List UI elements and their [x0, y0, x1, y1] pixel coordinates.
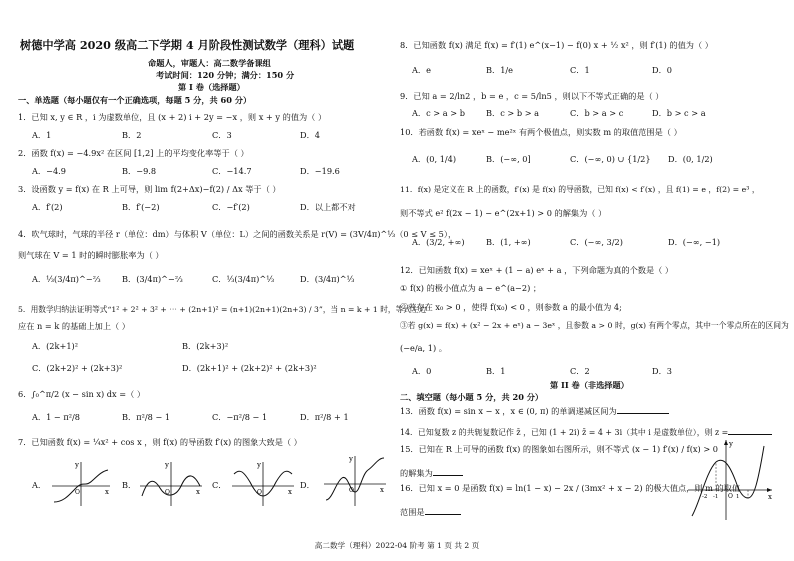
q3-stem: 3．设函数 y = f(x) 在 R 上可导，则 lim f(2+Δx)−f(2) / Δx 等于（ ） [18, 184, 281, 194]
q6-stem: 6．∫₀^π/2 (x − sin x) dx =（ ） [18, 389, 146, 399]
graph-tick-label: 1 [736, 494, 740, 500]
origin-label: O [349, 487, 354, 494]
q1-option-a: A．1 [32, 130, 52, 140]
q9-option-c: C．b > a > c [570, 108, 624, 118]
q2-option-a: A．−4.9 [32, 166, 66, 176]
page-title: 树德中学高 2020 级高二下学期 4 月阶段性测试数学（理科）试题 [20, 38, 355, 52]
axis-x-label: x [105, 488, 109, 496]
axis-y-label: y [165, 461, 169, 469]
q7-graph-b [138, 458, 204, 508]
q5-option-a: A．(2k+1)² [32, 341, 79, 351]
q1-option-d: D．4 [300, 130, 320, 140]
q2-option-b: B．−9.8 [122, 166, 157, 176]
q3-option-c: C．−f′(2) [212, 202, 250, 212]
axis-x-label: x [288, 488, 292, 496]
graph-tick-label: -1 [713, 494, 719, 500]
q11-option-b: B．(1, +∞) [486, 237, 531, 247]
q10-option-a: A．(0, 1/4) [412, 154, 457, 164]
origin-label: O [75, 489, 80, 496]
section2-heading: 二、填空题（每小题 5 分，共 20 分） [400, 392, 544, 402]
q7-option-b: B． [122, 480, 137, 490]
q13-stem [400, 404, 669, 416]
page-footer: 高二数学（理科）2022-04 阶考 第 1 页 共 2 页 [314, 541, 480, 550]
q4-option-d: D．(3/4π)^⅓ [300, 274, 355, 284]
q7-option-c: C． [212, 480, 227, 490]
q5-option-b: B．(2k+3)² [182, 341, 229, 351]
q6-option-c: C．−π²/8 − 1 [212, 412, 268, 422]
q10-option-c: C．(−∞, 0) ∪ {1/2} [570, 154, 651, 164]
q11-option-c: C．(−∞, 3/2) [570, 237, 623, 247]
q11-stem: 11．f(x) 是定义在 R 上的函数，f′(x) 是 f(x) 的导函数，已知 f(x) < f′(x) ，且 f(1) = e ，f(2) = e³ ， [400, 185, 760, 194]
q12-option-c: C．2 [570, 366, 590, 376]
q15-stem: 15．已知在 R 上可导的函数 f(x) 的图象如右图所示，则不等式 (x − 1) f′(x) / f(x) > 0 [400, 444, 718, 454]
q7-option-d: D． [300, 480, 315, 490]
axis-y-label: y [75, 461, 79, 469]
axis-y-label: y [257, 461, 261, 469]
q5-stem: 5．用数学归纳法证明等式“1² + 2² + 3² + ⋯ + (2n+1)² = (n+1)(2n+1)(2n+3) / 3”，当 n = k + 1 时，等式左边 [18, 305, 427, 314]
q16-stem: 16．已知 x = 0 是函数 f(x) = ln(1 − x) − 2x / (3mx² + x − 2) 的极大值点，则 m 的取值 [400, 483, 741, 493]
q15-answer-blank[interactable] [433, 466, 463, 476]
part2-heading: 第 II 卷（非选择题） [550, 380, 629, 390]
graph-tick-label: -2 [702, 494, 708, 500]
q15-function-graph [686, 436, 776, 522]
q3-option-d: D．以上都不对 [300, 202, 356, 212]
q15-text-2: 的解集为 [400, 468, 433, 478]
q7-option-a: A． [32, 480, 47, 490]
q1-stem: 1．已知 x, y ∈ R ，i 为虚数单位，且 (x + 2) i + 2y = −x ，则 x + y 的值为（ ） [18, 112, 327, 122]
q4-option-c: C．⅓(3/4π)^⅓ [212, 274, 275, 284]
q14-answer-blank[interactable] [728, 425, 772, 435]
q12-option-d: D．3 [652, 366, 672, 376]
q16-text-2: 范围是 [400, 507, 425, 517]
q10-option-d: D．(0, 1/2) [668, 154, 713, 164]
q9-option-b: B．c > b > a [486, 108, 540, 118]
q12-statement-4: (−e/a, 1) 。 [400, 343, 447, 353]
q8-stem: 8．已知函数 f(x) 满足 f(x) = f′(1) e^(x−1) − f(0) x + ½ x² ，则 f′(1) 的值为（ ） [400, 40, 713, 50]
q8-option-d: D．0 [652, 65, 672, 75]
q1-option-b: B．2 [122, 130, 142, 140]
authors-line: 命题人，审题人：高二数学备课组 [148, 58, 271, 68]
graph-x-label: x [768, 493, 772, 501]
q12-statement-2: ②若存在 x₀ > 0 ，使得 f(x₀) < 0 ，则参数 a 的最小值为 4; [400, 302, 622, 312]
q4-stem-2: 则气球在 V = 1 时的瞬时膨胀率为（ ） [18, 250, 164, 260]
q8-option-b: B．1/e [486, 65, 514, 75]
time-score-line: 考试时间：120 分钟；满分：150 分 [156, 70, 295, 80]
graph-origin-label: O [728, 493, 733, 500]
part1-heading: 第 I 卷（选择题） [178, 82, 245, 92]
q12-option-b: B．1 [486, 366, 506, 376]
q4-option-b: B．(3/4π)^−⅔ [122, 274, 183, 284]
q7-stem: 7．已知函数 f(x) = ¼x² + cos x ，则 f(x) 的导函数 f′(x) 的图象大致是（ ） [18, 437, 302, 447]
q12-statement-3: ③若 g(x) = f(x) + (x² − 2x + eˣ) a − 3eˣ ，且参数 a > 0 时，g(x) 有两个零点，其中一个零点所在的区间为 [400, 321, 789, 330]
q13-answer-blank[interactable] [617, 404, 669, 414]
section1-heading: 一、单选题（每小题仅有一个正确选项，每题 5 分，共 60 分） [18, 95, 252, 105]
q2-option-c: C．−14.7 [212, 166, 252, 176]
q8-option-c: C．1 [570, 65, 590, 75]
q7-graph-a [50, 458, 112, 508]
q8-option-a: A．e [412, 65, 431, 75]
q5-option-c: C．(2k+2)² + (2k+3)² [32, 363, 123, 373]
q16-answer-blank[interactable] [425, 505, 461, 515]
q6-option-d: D．π²/8 + 1 [300, 412, 349, 422]
q6-option-b: B．π²/8 − 1 [122, 412, 171, 422]
q6-option-a: A．1 − π²/8 [32, 412, 81, 422]
q2-option-d: D．−19.6 [300, 166, 340, 176]
q7-graph-d [322, 452, 388, 508]
axis-x-label: x [380, 486, 384, 494]
q2-stem: 2．函数 f(x) = −4.9x² 在区间 [1,2] 上的平均变化率等于（ ） [18, 148, 249, 158]
q12-statement-1: ① f(x) 的极小值点为 a − e^(a−2) ； [400, 283, 542, 293]
q11-option-d: D．(−∞, −1) [668, 237, 721, 247]
q9-option-d: D．b > c > a [652, 108, 706, 118]
q4-option-a: A．⅓(3/4π)^−⅔ [32, 274, 101, 284]
q9-option-a: A．c > a > b [412, 108, 465, 118]
axis-y-label: y [349, 455, 353, 463]
q10-stem: 10．若函数 f(x) = xeˣ − me²ˣ 有两个极值点，则实数 m 的取值范围是（ ） [400, 127, 682, 137]
q4-stem: 4．吹气球时，气球的半径 r（单位：dm）与体积 V（单位：L）之间的函数关系是 r(V) = (3V/4π)^⅓（0 ≤ V ≤ 5）， [18, 229, 457, 239]
q3-option-b: B．f′(−2) [122, 202, 160, 212]
q1-option-c: C．3 [212, 130, 232, 140]
q12-option-a: A．0 [412, 366, 432, 376]
q15-stem-2-line [400, 466, 463, 478]
q16-stem-2-line [400, 505, 461, 517]
q7-graph-c [230, 458, 296, 508]
graph-y-label: y [729, 440, 733, 448]
q5-option-d: D．(2k+1)² + (2k+2)² + (2k+3)² [182, 363, 317, 373]
q14-text: 14．已知复数 z 的共轭复数记作 z̄ ，已知 (1 + 2i) z̄ = 4 + 3i（其中 i 是虚数单位），则 z = [400, 428, 729, 437]
q9-stem: 9．已知 a = 2/ln2 ，b = e ，c = 5/ln5 ，则以下不等式正确的是（ ） [400, 91, 664, 101]
q3-option-a: A．f′(2) [32, 202, 63, 212]
q12-stem: 12．已知函数 f(x) = xeˣ + (1 − a) eˣ + a ，下列命题为真的个数是（ ） [400, 265, 674, 275]
q10-option-b: B．(−∞, 0] [486, 154, 531, 164]
q11-stem-2: 则不等式 e² f(2x − 1) − e^(2x+1) > 0 的解集为（ ） [400, 208, 607, 218]
q13-text: 13．函数 f(x) = sin x − x ，x ∈ (0, π) 的单调递减区间为 [400, 406, 617, 416]
q11-option-a: A．(3/2, +∞) [412, 237, 465, 247]
origin-label: O [165, 489, 170, 496]
origin-label: O [257, 489, 262, 496]
q5-stem-2: 应在 n = k 的基础上加上（ ） [18, 321, 130, 331]
axis-x-label: x [196, 488, 200, 496]
